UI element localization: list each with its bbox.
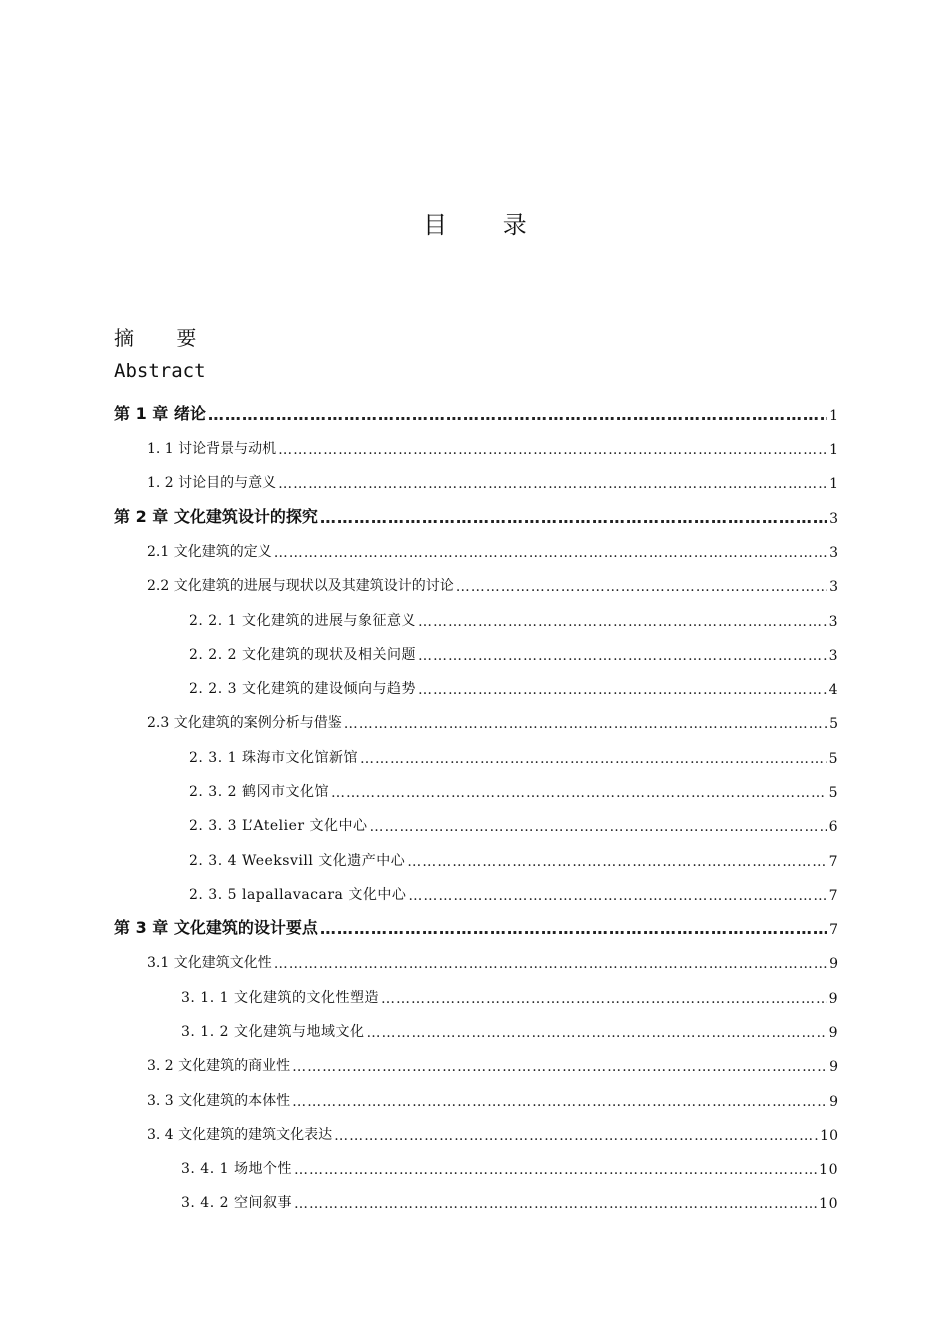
- toc-entry-label: 3. 4 文化建筑的建筑文化表达: [147, 1127, 333, 1143]
- toc-entry[interactable]: [147, 1045, 838, 1075]
- toc-entry-label: 3. 1. 1 文化建筑的文化性塑造: [181, 990, 379, 1006]
- toc-entry[interactable]: [189, 840, 838, 870]
- toc-leader-dots: [292, 1094, 827, 1110]
- toc-leader-dots: [278, 442, 827, 458]
- toc-page-number: 1: [829, 476, 838, 492]
- toc-page-number: 10: [819, 1162, 838, 1178]
- toc-entry[interactable]: [114, 908, 838, 938]
- toc-entry-label: 2. 2. 1 文化建筑的进展与象征意义: [189, 613, 416, 629]
- toc-page-number: 9: [829, 956, 838, 972]
- abstract-en-heading[interactable]: Abstract: [114, 360, 206, 382]
- toc-entry-label: 3. 3 文化建筑的本体性: [147, 1093, 291, 1109]
- toc-page-number: 7: [828, 888, 838, 904]
- toc-page-number: 9: [829, 1059, 838, 1075]
- toc-leader-dots: [418, 648, 827, 664]
- toc-entry-label: 2.3 文化建筑的案例分析与借鉴: [147, 715, 342, 731]
- toc-page-number: 3: [829, 511, 838, 527]
- toc-leader-dots: [208, 405, 827, 424]
- toc-leader-dots: [331, 785, 827, 801]
- toc-page-number: 5: [828, 785, 838, 801]
- toc-entry[interactable]: [181, 1182, 838, 1212]
- toc-entry-label: 1. 2 讨论目的与意义: [147, 475, 277, 491]
- toc-leader-dots: [294, 1162, 817, 1178]
- toc-entry-label: 2.2 文化建筑的进展与现状以及其建筑设计的讨论: [147, 578, 454, 594]
- toc-entry-label: 第 2 章 文化建筑设计的探究: [114, 507, 318, 526]
- toc-entry[interactable]: [147, 1114, 838, 1144]
- toc-page-number: 1: [829, 408, 838, 424]
- toc-leader-dots: [360, 751, 827, 767]
- toc-entry-label: 2. 3. 2 鹤冈市文化馆: [189, 784, 329, 800]
- toc-page-number: 6: [828, 819, 838, 835]
- toc-page-number: 5: [829, 716, 838, 732]
- toc-page-number: 9: [828, 1025, 838, 1041]
- toc-entry-label: 3. 4. 2 空间叙事: [181, 1195, 292, 1211]
- toc-entry-label: 第 1 章 绪论: [114, 404, 206, 423]
- toc-page-number: 9: [829, 1094, 838, 1110]
- toc-entry-label: 1. 1 讨论背景与动机: [147, 441, 277, 457]
- toc-leader-dots: [381, 991, 827, 1007]
- toc-page-number: 3: [829, 579, 838, 595]
- toc-leader-dots: [344, 716, 827, 732]
- toc-entry-label: 3. 4. 1 场地个性: [181, 1161, 292, 1177]
- toc-entry-label: 3. 1. 2 文化建筑与地域文化: [181, 1024, 365, 1040]
- toc-leader-dots: [294, 1196, 817, 1212]
- toc-page-number: 5: [828, 751, 838, 767]
- toc-leader-dots: [408, 888, 826, 904]
- toc-entry[interactable]: [189, 634, 838, 664]
- toc-entry[interactable]: [189, 771, 838, 801]
- toc-leader-dots: [370, 819, 827, 835]
- toc-entry[interactable]: [181, 1148, 838, 1178]
- toc-entry[interactable]: [189, 737, 838, 767]
- page-title: 目 录: [423, 211, 551, 239]
- abstract-cn-heading[interactable]: 摘 要: [114, 326, 215, 350]
- toc-leader-dots: [334, 1128, 818, 1144]
- toc-page-number: 10: [819, 1196, 838, 1212]
- toc-entry-label: 2. 3. 3 L’Atelier 文化中心: [189, 818, 368, 834]
- toc-entry[interactable]: [189, 600, 838, 630]
- toc-page-number: 1: [829, 442, 838, 458]
- toc-entry[interactable]: [189, 874, 838, 904]
- toc-entry-label: 3. 2 文化建筑的商业性: [147, 1058, 291, 1074]
- toc-leader-dots: [274, 956, 827, 972]
- toc-leader-dots: [320, 508, 827, 527]
- toc-leader-dots: [320, 919, 827, 938]
- toc-entry-label: 2. 3. 5 lapallavacara 文化中心: [189, 887, 407, 903]
- toc-page-number: 3: [828, 614, 838, 630]
- toc-entry[interactable]: [181, 977, 838, 1007]
- toc-entry-label: 3.1 文化建筑文化性: [147, 955, 272, 971]
- toc-entry[interactable]: [189, 668, 838, 698]
- toc-entry-label: 2. 2. 3 文化建筑的建设倾向与趋势: [189, 681, 416, 697]
- toc-page-number: 4: [828, 682, 838, 698]
- toc-entry[interactable]: [147, 702, 838, 732]
- toc-page-number: 9: [828, 991, 838, 1007]
- toc-page-number: 7: [829, 922, 838, 938]
- toc-leader-dots: [274, 545, 827, 561]
- toc-entry-label: 2. 3. 4 Weeksvill 文化遗产中心: [189, 853, 406, 869]
- toc-entry[interactable]: [147, 565, 838, 595]
- toc-entry[interactable]: [114, 394, 838, 424]
- toc-entry-label: 2. 3. 1 珠海市文化馆新馆: [189, 750, 358, 766]
- toc-entry[interactable]: [147, 1080, 838, 1110]
- toc-leader-dots: [456, 579, 827, 595]
- toc-leader-dots: [418, 614, 827, 630]
- toc-entry[interactable]: [147, 462, 838, 492]
- toc-entry[interactable]: [147, 531, 838, 561]
- toc-leader-dots: [366, 1025, 826, 1041]
- toc-entry[interactable]: [181, 1011, 838, 1041]
- toc-page-number: 10: [820, 1128, 838, 1144]
- toc-page-number: 3: [829, 545, 838, 561]
- toc-entry[interactable]: [114, 497, 838, 527]
- toc-leader-dots: [292, 1059, 827, 1075]
- toc-leader-dots: [278, 476, 827, 492]
- toc-leader-dots: [407, 854, 826, 870]
- toc-entry[interactable]: [147, 942, 838, 972]
- toc-page-number: 3: [828, 648, 838, 664]
- toc-entry-label: 2.1 文化建筑的定义: [147, 544, 272, 560]
- toc-entry-label: 2. 2. 2 文化建筑的现状及相关问题: [189, 647, 416, 663]
- toc-page-number: 7: [828, 854, 838, 870]
- toc-entry[interactable]: [147, 428, 838, 458]
- toc-entry[interactable]: [189, 805, 838, 835]
- toc-entry-label: 第 3 章 文化建筑的设计要点: [114, 918, 318, 937]
- toc-leader-dots: [418, 682, 827, 698]
